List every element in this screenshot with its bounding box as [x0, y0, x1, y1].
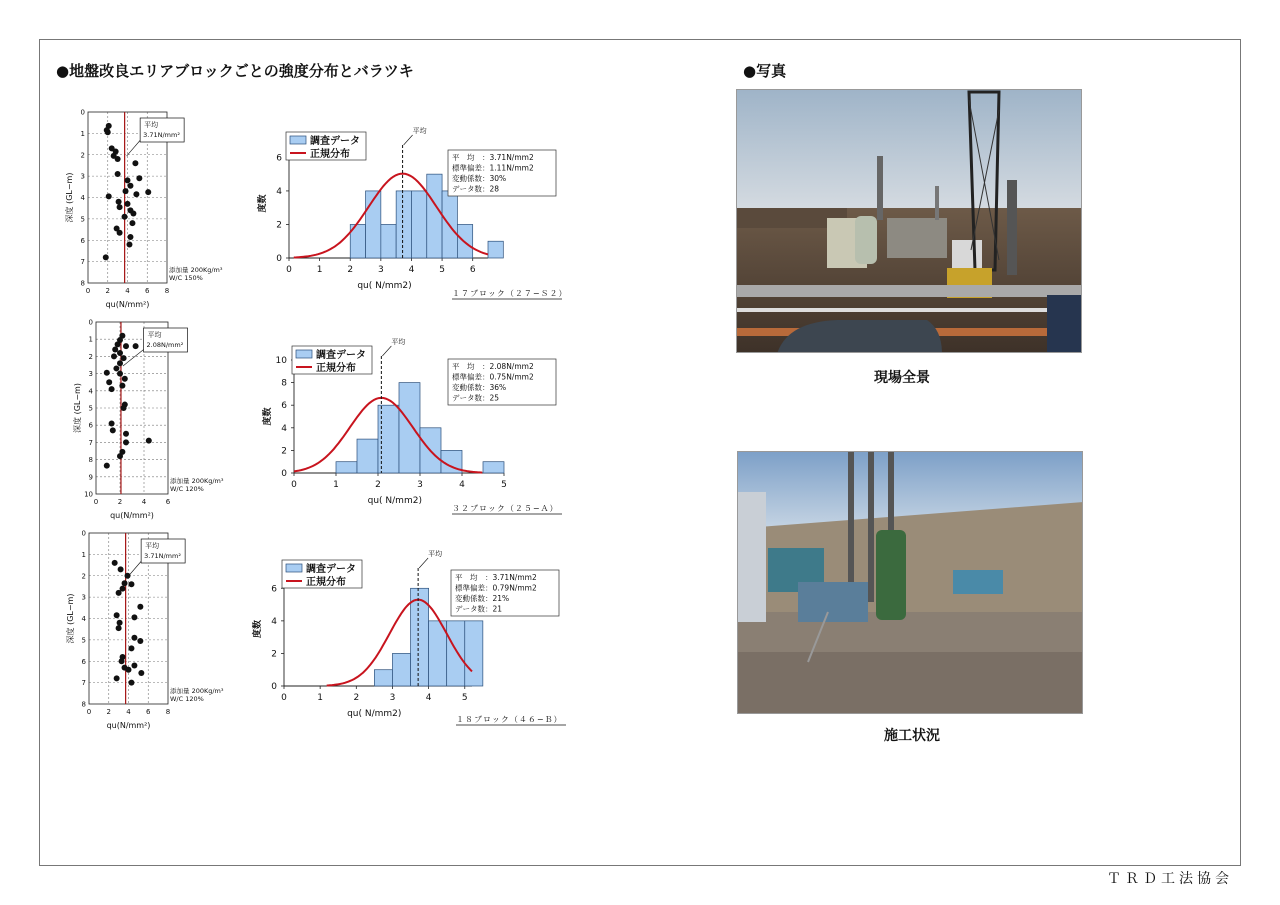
y-tick-label: 6: [80, 236, 85, 245]
y-tick-label: 0: [281, 469, 287, 479]
y-tick-label: 7: [88, 438, 93, 447]
y-tick-label: 3: [81, 593, 86, 602]
depth-scatter-chart-2: [72, 319, 224, 521]
construction-site-overview-icon: [737, 90, 1082, 353]
histogram-bar: [399, 383, 420, 473]
data-point: [103, 254, 109, 260]
y-tick-label: 10: [275, 356, 287, 366]
x-tick-label: 2: [117, 498, 123, 506]
stats-line: 平 均 ：2.08N/mm2: [452, 362, 534, 371]
y-tick-label: 6: [276, 153, 282, 164]
y-tick-label: 1: [81, 550, 86, 559]
mean-callout-value: 3.71N/mm²: [143, 131, 180, 139]
mean-callout-title: 平均: [145, 542, 160, 550]
additive-note: 添加量 200Kg/m³: [169, 266, 223, 274]
data-point: [137, 638, 143, 644]
data-point: [106, 379, 112, 385]
site-overview-photo: [736, 89, 1082, 353]
data-point: [114, 675, 120, 681]
data-point: [112, 560, 118, 566]
y-axis-label: 度数: [253, 619, 263, 639]
x-tick-label: 8: [165, 708, 171, 716]
y-tick-label: 2: [276, 220, 282, 231]
stats-box: [451, 570, 559, 616]
x-tick-label: 2: [106, 708, 111, 716]
mean-callout-title: 平均: [144, 121, 159, 129]
x-axis-label: qu(N/mm²): [110, 511, 154, 520]
x-tick-label: 0: [281, 693, 287, 703]
histogram-bar: [411, 191, 426, 258]
data-point: [123, 188, 129, 194]
legend-label-data: 調査データ: [306, 564, 356, 575]
data-point: [117, 620, 123, 626]
data-point: [123, 343, 129, 349]
mean-callout-value: 2.08N/mm²: [146, 341, 184, 349]
x-tick-label: 1: [317, 693, 324, 703]
stats-line: 変動係数：21%: [455, 594, 510, 603]
x-tick-label: 5: [501, 480, 507, 490]
x-tick-label: 3: [417, 480, 423, 490]
y-tick-label: 4: [281, 423, 287, 434]
legend-label-normal: 正規分布: [316, 363, 356, 374]
x-tick-label: 1: [333, 480, 339, 490]
x-axis-label: qu( N/mm2): [367, 496, 422, 506]
y-tick-label: 2: [271, 649, 277, 660]
y-tick-label: 6: [88, 421, 93, 430]
wc-ratio-note: W/C 150%: [169, 274, 203, 282]
chart-legend: [292, 346, 372, 374]
organization-footer: ＴＲＤ工法協会: [1107, 871, 1233, 887]
legend-bar-swatch: [290, 136, 306, 144]
data-point: [126, 242, 132, 248]
data-point: [117, 350, 123, 356]
y-tick-label: 4: [276, 186, 282, 197]
data-point: [114, 612, 120, 618]
stats-line: データ数：28: [452, 184, 500, 194]
data-point: [112, 347, 118, 353]
mean-callout-title: 平均: [147, 331, 162, 339]
histogram-bar: [381, 224, 396, 258]
data-point: [115, 341, 121, 347]
stats-line: 標準偏差：1.11N/mm2: [452, 163, 534, 173]
mean-label-leader: [404, 135, 413, 145]
x-tick-label: 2: [347, 265, 354, 275]
mean-label: 平均: [412, 127, 427, 135]
data-point: [128, 680, 134, 686]
y-tick-label: 5: [81, 636, 86, 645]
y-axis-label: 度数: [258, 194, 268, 213]
data-point: [126, 667, 132, 673]
data-point: [138, 670, 144, 676]
histogram-bar: [447, 621, 465, 686]
y-tick-label: 8: [81, 700, 86, 709]
block-label: １８ブロック（４６−Ｂ）: [456, 715, 563, 724]
section-heading-strength: ●地盤改良エリアブロックごとの強度分布とバラツキ: [56, 62, 414, 80]
y-axis-label: 深度 (GL−m): [73, 383, 82, 433]
data-point: [123, 431, 129, 437]
data-point: [116, 199, 122, 205]
legend-label-data: 調査データ: [316, 350, 366, 361]
data-point: [106, 193, 112, 199]
section-heading-photos: ●写真: [743, 62, 787, 80]
y-tick-label: 0: [80, 108, 85, 117]
y-tick-label: 9: [88, 473, 93, 482]
data-point: [123, 439, 129, 445]
data-point: [104, 463, 110, 469]
y-tick-label: 10: [84, 490, 93, 499]
mean-label-leader: [382, 346, 391, 356]
data-point: [128, 645, 134, 651]
x-axis-label: qu(N/mm²): [105, 300, 150, 309]
x-tick-label: 4: [425, 693, 432, 703]
mean-label: 平均: [428, 550, 443, 558]
depth-scatter-chart-3: [65, 530, 224, 731]
photo-caption-overview: 現場全景: [874, 370, 930, 386]
data-point: [109, 420, 115, 426]
data-point: [110, 427, 116, 433]
stats-box: [448, 359, 556, 405]
block-label: １７ブロック（２７−Ｓ２）: [452, 289, 568, 298]
additive-note: 添加量 200Kg/m³: [170, 477, 224, 485]
y-tick-label: 4: [271, 616, 277, 627]
y-tick-label: 4: [88, 387, 93, 396]
y-tick-label: 1: [80, 129, 85, 138]
y-tick-label: 2: [88, 352, 93, 361]
stats-line: 標準偏差：0.79N/mm2: [455, 583, 537, 593]
y-axis-label: 度数: [263, 407, 273, 426]
data-point: [127, 234, 133, 240]
data-point: [122, 580, 128, 586]
data-point: [119, 658, 125, 664]
data-point: [117, 204, 123, 210]
y-tick-label: 2: [281, 446, 287, 457]
data-point: [130, 211, 136, 217]
data-point: [145, 189, 151, 195]
x-tick-label: 3: [389, 693, 396, 703]
data-point: [118, 566, 124, 572]
data-point: [113, 365, 119, 371]
data-point: [136, 175, 142, 181]
y-tick-label: 7: [81, 679, 86, 688]
x-tick-label: 6: [469, 265, 476, 275]
data-point: [121, 355, 127, 361]
wc-ratio-note: W/C 120%: [170, 485, 204, 493]
data-point: [137, 604, 143, 610]
data-point: [146, 438, 152, 444]
legend-label-normal: 正規分布: [306, 577, 346, 588]
x-tick-label: 5: [439, 265, 445, 275]
data-point: [117, 453, 123, 459]
y-tick-label: 3: [88, 370, 93, 379]
y-axis-label: 深度 (GL−m): [65, 172, 74, 223]
y-tick-label: 8: [281, 378, 287, 389]
data-point: [117, 371, 123, 377]
data-point: [119, 383, 125, 389]
data-point: [117, 230, 123, 236]
data-point: [125, 201, 131, 207]
data-point: [122, 376, 128, 382]
additive-note: 添加量 200Kg/m³: [170, 687, 224, 695]
y-tick-label: 5: [88, 404, 93, 413]
x-tick-label: 4: [141, 498, 147, 506]
y-tick-label: 0: [276, 254, 282, 264]
data-point: [131, 663, 137, 669]
y-tick-label: 3: [80, 172, 85, 181]
x-tick-label: 5: [461, 693, 468, 703]
data-point: [125, 177, 131, 183]
data-point: [133, 343, 139, 349]
x-tick-label: 4: [408, 265, 415, 275]
y-tick-label: 6: [281, 401, 287, 412]
mean-label-leader: [419, 558, 428, 568]
stats-line: 標準偏差：0.75N/mm2: [452, 372, 534, 382]
y-tick-label: 2: [81, 572, 86, 581]
frequency-histogram-1: [256, 126, 568, 299]
data-point: [122, 214, 128, 220]
data-point: [115, 171, 121, 177]
data-point: [109, 386, 115, 392]
x-tick-label: 4: [126, 708, 131, 716]
block-label: ３２ブロック（２５−Ａ）: [452, 504, 559, 513]
legend-bar-swatch: [286, 564, 302, 572]
data-point: [129, 220, 135, 226]
x-tick-label: 0: [291, 480, 297, 490]
y-tick-label: 5: [80, 215, 85, 224]
x-tick-label: 0: [286, 265, 292, 275]
data-point: [127, 183, 133, 189]
legend-label-data: 調査データ: [310, 136, 360, 147]
data-point: [105, 129, 111, 135]
x-tick-label: 6: [146, 708, 151, 716]
x-axis-label: qu(N/mm²): [106, 721, 151, 730]
y-tick-label: 8: [88, 456, 93, 465]
frequency-histogram-2: [261, 337, 562, 514]
data-point: [131, 614, 137, 620]
data-point: [121, 405, 127, 411]
x-tick-label: 2: [353, 693, 360, 703]
x-axis-label: qu( N/mm2): [347, 709, 402, 719]
x-axis-label: qu( N/mm2): [357, 281, 412, 291]
y-tick-label: 8: [80, 279, 85, 288]
chart-legend: [286, 132, 366, 160]
wc-ratio-note: W/C 120%: [170, 695, 204, 703]
x-tick-label: 4: [459, 480, 465, 490]
mean-callout-value: 3.71N/mm²: [144, 552, 181, 560]
y-tick-label: 6: [271, 584, 277, 595]
x-tick-label: 4: [125, 287, 130, 295]
histogram-bar: [357, 439, 378, 473]
data-point: [131, 635, 137, 641]
stats-line: 平 均 ：3.71N/mm2: [452, 153, 534, 162]
data-point: [104, 370, 110, 376]
x-tick-label: 0: [93, 498, 99, 506]
depth-scatter-chart-1: [64, 109, 223, 310]
y-tick-label: 7: [80, 258, 85, 267]
mean-label: 平均: [391, 338, 406, 346]
data-point: [133, 191, 139, 197]
construction-work-icon: [738, 452, 1083, 714]
stats-line: データ数：25: [452, 393, 500, 403]
stats-box: [448, 150, 556, 196]
stats-line: データ数：21: [455, 604, 503, 614]
x-tick-label: 6: [145, 287, 150, 295]
x-tick-label: 1: [316, 265, 323, 275]
x-tick-label: 0: [86, 708, 92, 716]
y-tick-label: 0: [271, 682, 277, 692]
data-point: [116, 625, 122, 631]
y-axis-label: 深度 (GL−m): [66, 593, 75, 644]
histogram-bar: [374, 670, 392, 686]
x-tick-label: 6: [165, 498, 171, 506]
data-point: [111, 353, 117, 359]
x-tick-label: 2: [375, 480, 381, 490]
histogram-bar: [392, 653, 410, 686]
x-tick-label: 8: [164, 287, 170, 295]
y-tick-label: 6: [81, 657, 86, 666]
histogram-bar: [396, 191, 411, 258]
legend-bar-swatch: [296, 350, 312, 358]
histogram-bar: [336, 462, 357, 473]
stats-line: 変動係数：36%: [452, 383, 507, 392]
y-tick-label: 4: [80, 194, 85, 202]
stats-line: 変動係数：30%: [452, 174, 507, 183]
y-tick-label: 1: [88, 335, 93, 344]
data-point: [117, 360, 123, 366]
data-point: [115, 156, 121, 162]
x-tick-label: 2: [105, 287, 110, 295]
data-point: [128, 581, 134, 587]
legend-label-normal: 正規分布: [310, 149, 350, 160]
chart-legend: [282, 560, 362, 588]
histogram-bar: [483, 462, 504, 473]
photo-caption-work: 施工状況: [884, 728, 940, 744]
stats-line: 平 均 ：3.71N/mm2: [455, 573, 537, 582]
x-tick-label: 0: [85, 287, 91, 295]
histogram-bar: [427, 174, 442, 258]
histogram-bar: [488, 241, 503, 258]
construction-work-photo: [737, 451, 1083, 714]
frequency-histogram-3: [251, 549, 566, 725]
x-tick-label: 3: [377, 265, 384, 275]
data-point: [125, 573, 131, 579]
y-tick-label: 2: [80, 151, 85, 160]
y-tick-label: 0: [81, 529, 86, 538]
y-tick-label: 4: [81, 615, 86, 623]
y-tick-label: 0: [88, 318, 93, 327]
histogram-bar: [465, 621, 483, 686]
data-point: [116, 590, 122, 596]
data-point: [132, 160, 138, 166]
